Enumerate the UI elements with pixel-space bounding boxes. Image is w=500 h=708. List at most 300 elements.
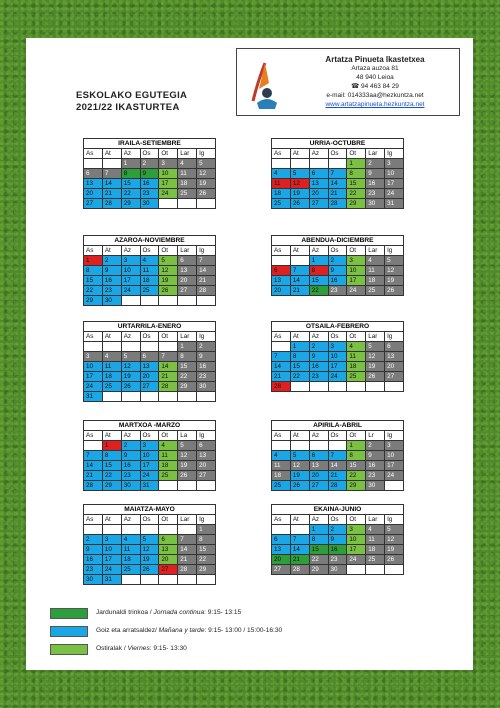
day-cell: 9: [328, 266, 347, 276]
day-cell: 13: [159, 545, 178, 555]
day-cell: 24: [84, 382, 103, 392]
week-row: [272, 159, 404, 169]
weekday-header: Az: [309, 515, 328, 525]
day-cell: 23: [121, 471, 140, 481]
day-cell: 17: [385, 461, 404, 471]
week-row: [272, 555, 404, 565]
day-cell: 11: [366, 266, 385, 276]
day-cell: 30: [366, 199, 385, 209]
week-row: [84, 276, 216, 286]
day-cell: 11: [272, 179, 291, 189]
weekday-header: As: [84, 149, 103, 159]
weekday-header: Ot: [159, 149, 178, 159]
day-cell: 6: [309, 169, 328, 179]
empty-cell: [290, 382, 309, 392]
day-cell: 4: [121, 535, 140, 545]
weekday-header: Lar: [178, 332, 197, 342]
empty-cell: [347, 565, 366, 575]
day-cell: 30: [366, 481, 385, 491]
day-cell: 9: [309, 352, 328, 362]
day-cell: 19: [197, 179, 216, 189]
weekday-header: As: [84, 431, 103, 441]
day-cell: 29: [121, 199, 140, 209]
day-cell: 1: [309, 525, 328, 535]
week-row: [84, 565, 216, 575]
legend-text: Jardunaldi trinkoa / Jornada continua: 9:15- 13:15: [96, 609, 242, 616]
empty-cell: [309, 382, 328, 392]
day-cell: 1: [347, 159, 366, 169]
weekday-header: Ot: [347, 149, 366, 159]
day-cell: 9: [197, 352, 216, 362]
week-row: [84, 189, 216, 199]
day-cell: 3: [84, 352, 103, 362]
week-row: [84, 179, 216, 189]
month-grid: [271, 514, 404, 575]
day-cell: 3: [102, 535, 121, 545]
day-cell: 27: [178, 286, 197, 296]
school-address: Artaza auzoa 81: [351, 65, 399, 72]
month-grid: [83, 514, 216, 585]
week-row: [84, 342, 216, 352]
day-cell: 9: [366, 451, 385, 461]
day-cell: 19: [159, 276, 178, 286]
day-cell: 3: [140, 441, 159, 451]
weekday-header: Os: [328, 149, 347, 159]
day-cell: 29: [197, 565, 216, 575]
week-row: [84, 441, 216, 451]
weekday-header: Ot: [347, 515, 366, 525]
empty-cell: [159, 392, 178, 402]
day-cell: 9: [121, 451, 140, 461]
empty-cell: [178, 525, 197, 535]
empty-cell: [197, 296, 216, 306]
weekday-header: Os: [328, 332, 347, 342]
day-cell: 13: [84, 179, 103, 189]
day-cell: 20: [140, 372, 159, 382]
day-cell: 29: [178, 382, 197, 392]
week-row: [84, 555, 216, 565]
day-cell: 12: [197, 169, 216, 179]
day-cell: 4: [366, 256, 385, 266]
day-cell: 3: [385, 441, 404, 451]
day-cell: 23: [366, 189, 385, 199]
empty-cell: [272, 159, 291, 169]
school-contact: [293, 55, 457, 109]
empty-cell: [385, 481, 404, 491]
weekday-header: La: [178, 431, 197, 441]
day-cell: 26: [385, 555, 404, 565]
empty-cell: [84, 525, 103, 535]
day-cell: 31: [102, 575, 121, 585]
day-cell: 14: [272, 362, 291, 372]
title-line-1: ESKOLAKO EGUTEGIA: [76, 90, 188, 101]
empty-cell: [366, 565, 385, 575]
day-cell: 8: [347, 169, 366, 179]
empty-cell: [290, 159, 309, 169]
day-cell: 5: [290, 169, 309, 179]
weekday-header: Az: [121, 149, 140, 159]
legend-item-morning-afternoon: [50, 626, 470, 638]
day-cell: 23: [366, 471, 385, 481]
day-cell: 19: [178, 461, 197, 471]
day-cell: 21: [102, 189, 121, 199]
weekday-header: As: [84, 246, 103, 256]
day-cell: 26: [197, 189, 216, 199]
day-cell: 21: [328, 189, 347, 199]
weekday-header: As: [84, 515, 103, 525]
day-cell: 26: [178, 471, 197, 481]
day-cell: 9: [84, 545, 103, 555]
day-cell: 19: [121, 372, 140, 382]
school-web-link[interactable]: www.artatzapinueta.hezkuntza.net: [325, 101, 425, 108]
week-row: [84, 535, 216, 545]
day-cell: 25: [272, 199, 291, 209]
week-row: [272, 199, 404, 209]
day-cell: 1: [197, 525, 216, 535]
day-cell: 19: [366, 362, 385, 372]
day-cell: 24: [347, 286, 366, 296]
weekday-header: Lar: [366, 332, 385, 342]
weekday-header: As: [272, 431, 291, 441]
day-cell: 3: [347, 256, 366, 266]
week-row: [272, 256, 404, 266]
week-row: [84, 471, 216, 481]
week-row: [84, 266, 216, 276]
empty-cell: [309, 159, 328, 169]
day-cell: 7: [197, 256, 216, 266]
week-row: [84, 296, 216, 306]
week-row: [84, 545, 216, 555]
week-row: [272, 535, 404, 545]
day-cell: 1: [178, 342, 197, 352]
day-cell: 13: [309, 461, 328, 471]
day-cell: 15: [102, 461, 121, 471]
day-cell: 15: [84, 276, 103, 286]
day-cell: 18: [366, 545, 385, 555]
empty-cell: [140, 525, 159, 535]
empty-cell: [290, 441, 309, 451]
day-cell: 24: [121, 286, 140, 296]
month-title: ABENDUA-DICIEMBRE: [271, 235, 404, 245]
day-cell: 11: [159, 451, 178, 461]
day-cell: 1: [347, 441, 366, 451]
day-cell: 22: [347, 189, 366, 199]
page-title: [76, 90, 187, 114]
day-cell: 5: [121, 352, 140, 362]
day-cell: 1: [102, 441, 121, 451]
day-cell: 15: [347, 461, 366, 471]
day-cell: 11: [366, 535, 385, 545]
day-cell: 16: [328, 276, 347, 286]
weekday-header: At: [290, 515, 309, 525]
week-row: [84, 461, 216, 471]
day-cell: 4: [140, 256, 159, 266]
day-cell: 9: [102, 266, 121, 276]
day-cell: 1: [84, 256, 103, 266]
week-row: [272, 441, 404, 451]
day-cell: 30: [84, 575, 103, 585]
day-cell: 30: [102, 296, 121, 306]
day-cell: 25: [366, 555, 385, 565]
day-cell: 14: [197, 266, 216, 276]
day-cell: 20: [309, 189, 328, 199]
day-cell: 23: [84, 565, 103, 575]
empty-cell: [159, 481, 178, 491]
week-row: [272, 169, 404, 179]
day-cell: 29: [309, 565, 328, 575]
legend-swatch-light-green: [50, 644, 88, 655]
day-cell: 20: [84, 189, 103, 199]
weekday-header: As: [272, 515, 291, 525]
empty-cell: [178, 199, 197, 209]
week-row: [84, 372, 216, 382]
day-cell: 13: [272, 276, 291, 286]
day-cell: 27: [272, 565, 291, 575]
day-cell: 15: [178, 362, 197, 372]
day-cell: 14: [328, 461, 347, 471]
day-cell: 5: [290, 451, 309, 461]
day-cell: 5: [197, 159, 216, 169]
day-cell: 4: [159, 441, 178, 451]
day-cell: 6: [84, 169, 103, 179]
month-title: AZAROA-NOVIEMBRE: [83, 235, 216, 245]
empty-cell: [178, 296, 197, 306]
weekday-header: Lr: [366, 431, 385, 441]
day-cell: 4: [178, 159, 197, 169]
day-cell: 14: [102, 179, 121, 189]
week-row: [84, 392, 216, 402]
empty-cell: [84, 342, 103, 352]
day-cell: 13: [197, 451, 216, 461]
empty-cell: [84, 159, 103, 169]
day-cell: 13: [272, 545, 291, 555]
empty-cell: [178, 481, 197, 491]
day-cell: 2: [197, 342, 216, 352]
day-cell: 5: [366, 342, 385, 352]
month-7: [271, 420, 404, 491]
day-cell: 22: [178, 372, 197, 382]
weekday-header: At: [102, 515, 121, 525]
day-cell: 22: [309, 555, 328, 565]
day-cell: 12: [178, 451, 197, 461]
day-cell: 11: [272, 461, 291, 471]
day-cell: 26: [159, 286, 178, 296]
day-cell: 28: [272, 382, 291, 392]
school-name: Artatza Pinueta Ikastetxea: [325, 55, 425, 64]
weekday-header: Az: [121, 246, 140, 256]
day-cell: 14: [178, 545, 197, 555]
day-cell: 12: [385, 535, 404, 545]
month-6: [83, 420, 216, 491]
day-cell: 2: [121, 441, 140, 451]
day-cell: 17: [347, 545, 366, 555]
day-cell: 18: [366, 276, 385, 286]
empty-cell: [140, 296, 159, 306]
day-cell: 7: [84, 451, 103, 461]
day-cell: 16: [328, 545, 347, 555]
school-postal: 48 940 Leioa: [356, 74, 394, 81]
day-cell: 5: [385, 525, 404, 535]
day-cell: 5: [140, 535, 159, 545]
empty-cell: [102, 525, 121, 535]
day-cell: 3: [385, 159, 404, 169]
day-cell: 25: [347, 372, 366, 382]
weekday-header: Ot: [159, 431, 178, 441]
day-cell: 7: [290, 535, 309, 545]
week-row: [84, 256, 216, 266]
month-title: APIRILA-ABRIL: [271, 420, 404, 430]
empty-cell: [328, 382, 347, 392]
day-cell: 12: [385, 266, 404, 276]
month-title: URTARRILA-ENERO: [83, 321, 216, 331]
day-cell: 9: [328, 535, 347, 545]
day-cell: 21: [272, 372, 291, 382]
day-cell: 27: [309, 199, 328, 209]
week-row: [84, 352, 216, 362]
day-cell: 20: [159, 555, 178, 565]
day-cell: 11: [178, 169, 197, 179]
empty-cell: [102, 392, 121, 402]
day-cell: 15: [197, 545, 216, 555]
day-cell: 22: [290, 372, 309, 382]
weekday-header: Lar: [178, 515, 197, 525]
empty-cell: [102, 159, 121, 169]
weekday-header: Ot: [347, 246, 366, 256]
weekday-header: Az: [121, 515, 140, 525]
weekday-header: Ot: [159, 246, 178, 256]
school-header-box: [236, 48, 460, 116]
empty-cell: [290, 256, 309, 266]
weekday-header: Ig: [385, 246, 404, 256]
day-cell: 17: [102, 555, 121, 565]
weekday-header: Ig: [385, 332, 404, 342]
week-row: [272, 481, 404, 491]
day-cell: 6: [272, 535, 291, 545]
week-row: [272, 286, 404, 296]
empty-cell: [121, 575, 140, 585]
day-cell: 27: [140, 382, 159, 392]
weekday-header: Ig: [197, 515, 216, 525]
day-cell: 28: [178, 565, 197, 575]
weekday-header: Os: [328, 246, 347, 256]
empty-cell: [140, 392, 159, 402]
day-cell: 21: [159, 372, 178, 382]
day-cell: 26: [140, 565, 159, 575]
day-cell: 7: [328, 169, 347, 179]
empty-cell: [197, 392, 216, 402]
day-cell: 2: [140, 159, 159, 169]
school-phone: ☎ 94 463 84 29: [351, 83, 399, 90]
empty-cell: [140, 575, 159, 585]
month-2: [83, 235, 216, 306]
day-cell: 17: [84, 372, 103, 382]
day-cell: 10: [84, 362, 103, 372]
empty-cell: [197, 575, 216, 585]
day-cell: 23: [197, 372, 216, 382]
weekday-header: Ig: [197, 431, 216, 441]
day-cell: 11: [121, 545, 140, 555]
day-cell: 24: [385, 189, 404, 199]
day-cell: 18: [140, 276, 159, 286]
week-row: [272, 545, 404, 555]
weekday-header: At: [290, 149, 309, 159]
empty-cell: [159, 296, 178, 306]
day-cell: 16: [366, 179, 385, 189]
day-cell: 17: [385, 179, 404, 189]
weekday-header: At: [290, 431, 309, 441]
week-row: [84, 362, 216, 372]
month-title: IRAILA-SETIEMBRE: [83, 138, 216, 148]
empty-cell: [197, 199, 216, 209]
week-row: [272, 372, 404, 382]
week-row: [84, 575, 216, 585]
day-cell: 2: [102, 256, 121, 266]
day-cell: 30: [140, 199, 159, 209]
empty-cell: [290, 525, 309, 535]
day-cell: 16: [197, 362, 216, 372]
day-cell: 16: [366, 461, 385, 471]
day-cell: 19: [290, 189, 309, 199]
day-cell: 26: [366, 372, 385, 382]
empty-cell: [121, 525, 140, 535]
weekday-header: Os: [140, 431, 159, 441]
empty-cell: [385, 565, 404, 575]
empty-cell: [121, 296, 140, 306]
weekday-header: Os: [328, 515, 347, 525]
weekday-header: At: [290, 332, 309, 342]
week-row: [272, 362, 404, 372]
day-cell: 22: [102, 471, 121, 481]
empty-cell: [347, 382, 366, 392]
day-cell: 27: [385, 372, 404, 382]
day-cell: 4: [102, 352, 121, 362]
weekday-header: Az: [121, 431, 140, 441]
day-cell: 28: [102, 199, 121, 209]
day-cell: 30: [197, 382, 216, 392]
day-cell: 19: [290, 471, 309, 481]
weekday-header: Ig: [197, 149, 216, 159]
day-cell: 23: [102, 286, 121, 296]
day-cell: 3: [121, 256, 140, 266]
day-cell: 30: [328, 565, 347, 575]
day-cell: 28: [290, 565, 309, 575]
day-cell: 21: [290, 555, 309, 565]
day-cell: 7: [272, 352, 291, 362]
day-cell: 8: [197, 535, 216, 545]
day-cell: 6: [309, 451, 328, 461]
day-cell: 21: [328, 471, 347, 481]
day-cell: 22: [309, 286, 328, 296]
day-cell: 20: [309, 471, 328, 481]
day-cell: 20: [272, 555, 291, 565]
day-cell: 28: [328, 199, 347, 209]
empty-cell: [328, 441, 347, 451]
day-cell: 14: [290, 276, 309, 286]
day-cell: 8: [102, 451, 121, 461]
day-cell: 5: [159, 256, 178, 266]
month-grid: [83, 430, 216, 491]
empty-cell: [178, 575, 197, 585]
legend-swatch-dark-green: [50, 608, 88, 619]
day-cell: 21: [178, 555, 197, 565]
empty-cell: [84, 441, 103, 451]
weekday-header: Ig: [385, 431, 404, 441]
day-cell: 20: [197, 461, 216, 471]
day-cell: 18: [272, 189, 291, 199]
weekday-header: Ig: [385, 515, 404, 525]
weekday-header: Ot: [347, 431, 366, 441]
day-cell: 29: [347, 481, 366, 491]
